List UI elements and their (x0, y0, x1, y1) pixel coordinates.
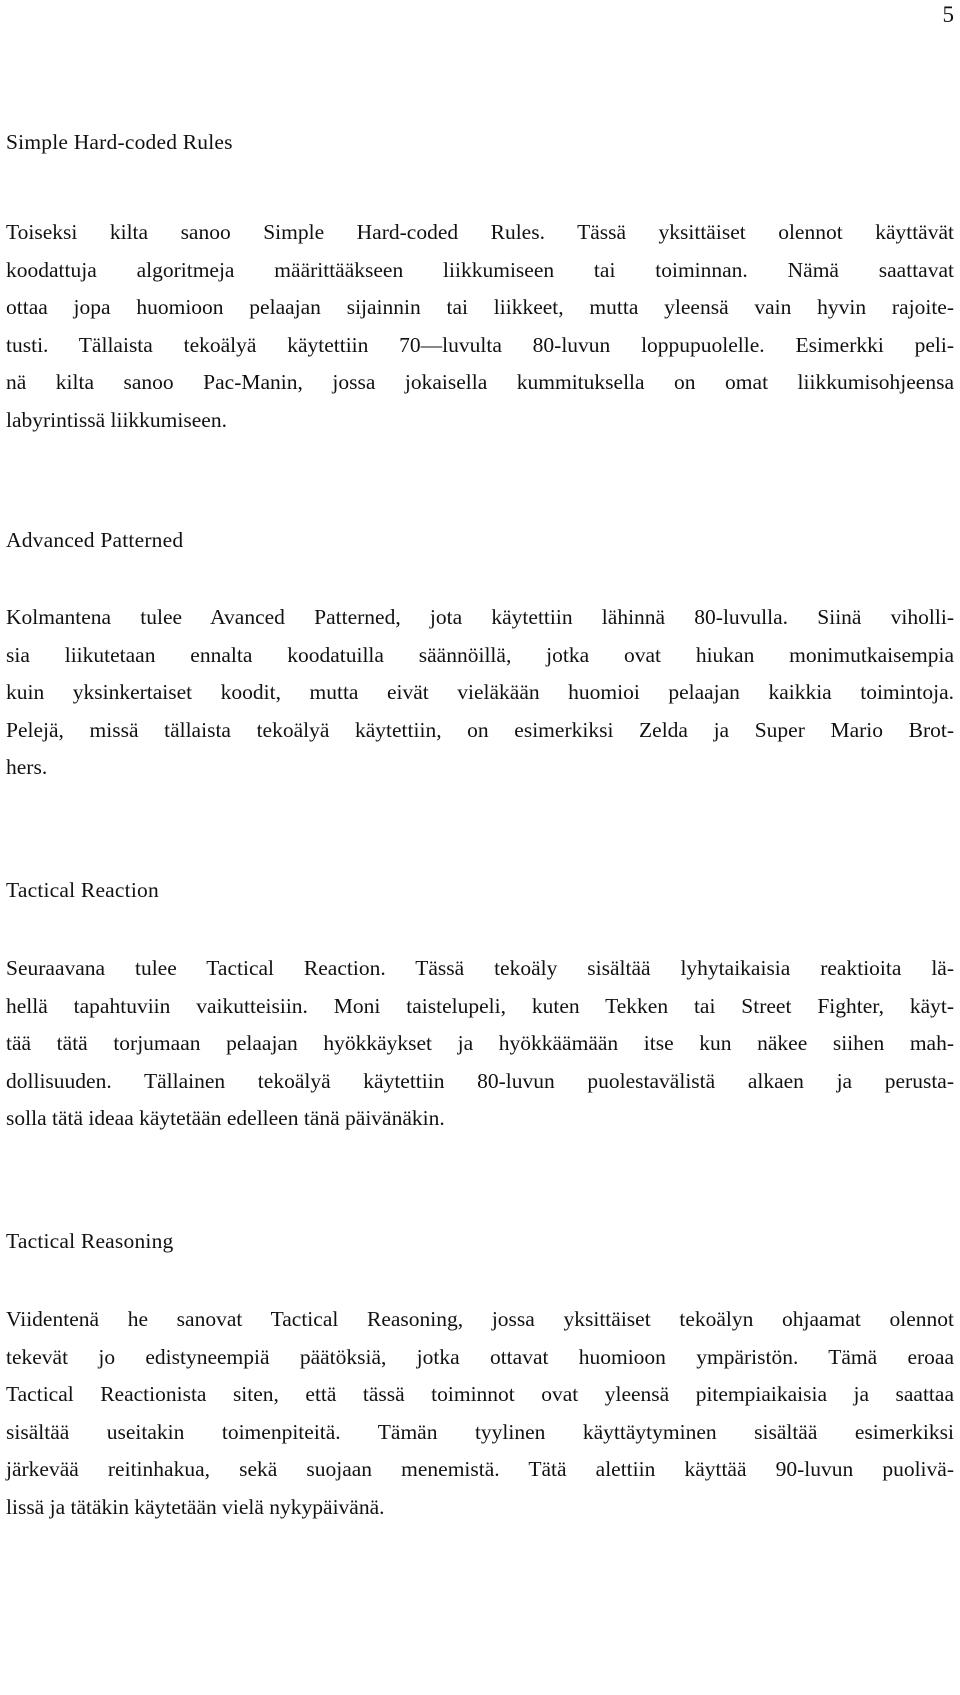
section-heading-tactical-reaction: Tactical Reaction (6, 878, 159, 902)
text-line: tusti. Tällaista tekoälyä käytettiin 70—luvulta 80-luvun loppupuolelle. Esimerkki peli- (6, 332, 954, 357)
text-line: hellä tapahtuviin vaikutteisiin. Moni taistelupeli, kuten Tekken tai Street Fighter, käyt- (6, 993, 954, 1018)
text-line: Seuraavana tulee Tactical Reaction. Tässä tekoäly sisältää lyhytaikaisia reaktioita lä- (6, 956, 954, 980)
text-line: Viidentenä he sanovat Tactical Reasoning, jossa yksittäiset tekoälyn ohjaamat olennot (6, 1307, 954, 1331)
paragraph-advanced-patterned (6, 599, 954, 787)
text-line: ottaa jopa huomioon pelaajan sijainnin tai liikkeet, mutta yleensä vain hyvin rajoite- (6, 295, 954, 320)
text-line: kuin yksinkertaiset koodit, mutta eivät vieläkään huomioi pelaajan kaikkia toimintoja. (6, 680, 954, 705)
text-line: Tactical Reactionista siten, että tässä toiminnot ovat yleensä pitempiaikaisia ja saattaa (6, 1382, 954, 1407)
text-line: hers. (6, 755, 48, 780)
section-heading-tactical-reasoning: Tactical Reasoning (6, 1229, 174, 1253)
text-line: koodattuja algoritmeja määrittääkseen liikkumiseen tai toiminnan. Nämä saattavat (6, 257, 954, 282)
text-line: dollisuuden. Tällainen tekoälyä käytettiin 80-luvun puolestavälistä alkaen ja perusta- (6, 1068, 954, 1093)
text-line: järkevää reitinhakua, sekä suojaan menemistä. Tätä alettiin käyttää 90-luvun puolivä- (6, 1457, 954, 1482)
paragraph-tactical-reaction (6, 950, 954, 1138)
paragraph-simple-hard-coded-rules (6, 214, 954, 440)
text-line: nä kilta sanoo Pac-Manin, jossa jokaisella kummituksella on omat liikkumisohjeensa (6, 370, 954, 395)
text-line: tekevät jo edistyneempiä päätöksiä, jotka ottavat huomioon ympäristön. Tämä eroaa (6, 1344, 954, 1369)
section-heading-simple-hard-coded-rules: Simple Hard-coded Rules (6, 130, 233, 154)
text-line: lissä ja tätäkin käytetään vielä nykypäivänä. (6, 1494, 385, 1519)
text-line: Toiseksi kilta sanoo Simple Hard-coded Rules. Tässä yksittäiset olennot käyttävät (6, 220, 954, 244)
section-heading-advanced-patterned: Advanced Patterned (6, 528, 184, 552)
text-line: Kolmantena tulee Avanced Patterned, jota käytettiin lähinnä 80-luvulla. Siinä viholli- (6, 605, 954, 629)
text-line: Pelejä, missä tällaista tekoälyä käytettiin, on esimerkiksi Zelda ja Super Mario Brot- (6, 717, 954, 742)
paragraph-tactical-reasoning (6, 1301, 954, 1527)
page-number: 5 (942, 2, 954, 27)
text-line: sia liikutetaan ennalta koodatuilla säännöillä, jotka ovat hiukan monimutkaisempia (6, 642, 954, 667)
text-line: tää tätä torjumaan pelaajan hyökkäykset ja hyökkäämään itse kun näkee siihen mah- (6, 1031, 954, 1056)
text-line: labyrintissä liikkumiseen. (6, 407, 227, 432)
text-line: solla tätä ideaa käytetään edelleen tänä päivänäkin. (6, 1106, 445, 1131)
text-line: sisältää useitakin toimenpiteitä. Tämän tyylinen käyttäytyminen sisältää esimerkiksi (6, 1419, 954, 1444)
